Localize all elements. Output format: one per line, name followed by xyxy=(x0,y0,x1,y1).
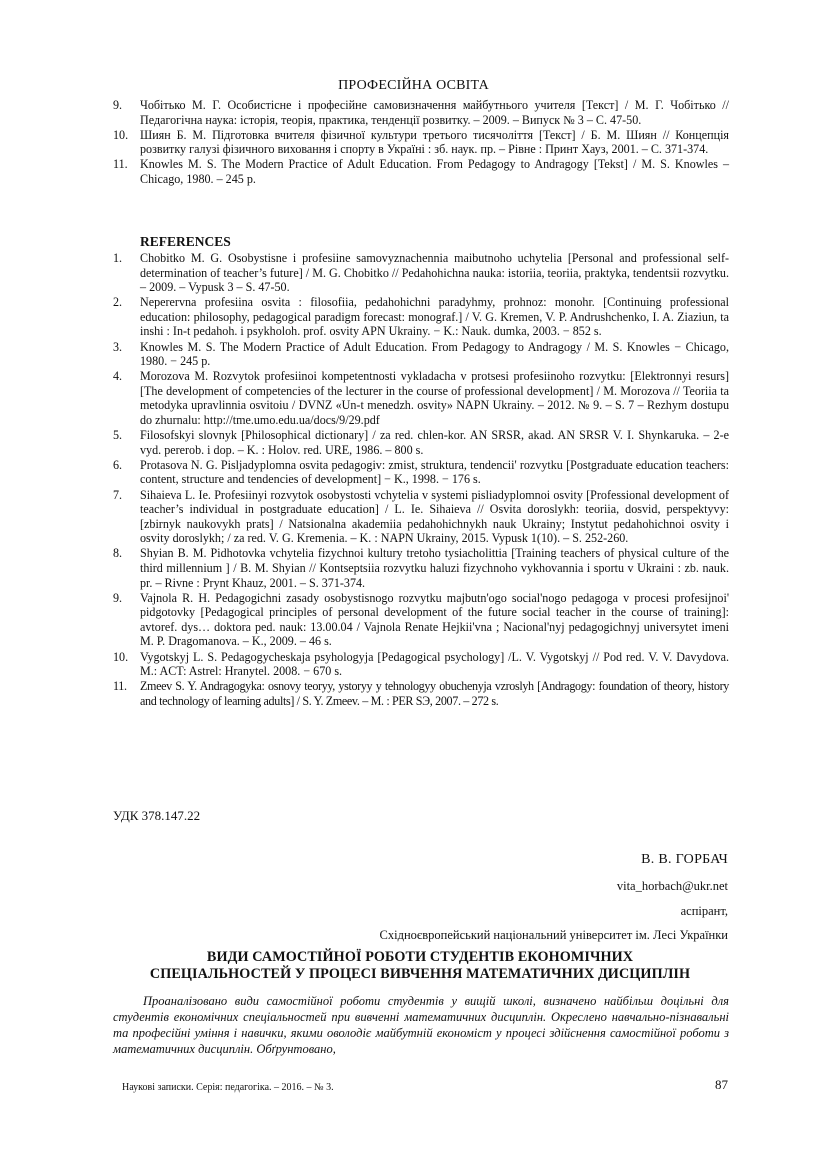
reference-item xyxy=(113,488,729,546)
reference-item xyxy=(113,591,729,649)
item-text: Knowles M. S. The Modern Practice of Adult Education. From Pedagogy to Andragogy / M. S. Knowles − Chicago, 1980. − 245 p. xyxy=(140,339,729,369)
udk-code: УДК 378.147.22 xyxy=(113,808,201,823)
item-number: 5. xyxy=(113,428,123,443)
item-text: Shyian B. M. Pidhotovka vchytelia fizychnoi kultury tretoho tysiacholittia [Training teachers of physical culture of the third millennium ] / B. M. Shyian // Kontseptsiia rozvytku haluzi fizychnoho vykhovannia i sportu v Ukraini : zb. nauk. pr. – Rivne : Prynt Khauz, 2001. – S. 371-374. xyxy=(140,546,729,590)
item-number: 11. xyxy=(113,157,128,172)
running-header: ПРОФЕСІЙНА ОСВІТА xyxy=(338,78,489,93)
item-number: 9. xyxy=(113,590,123,605)
item-text: Vygotskyj L. S. Pedagogycheskaja psyhologyja [Pedagogical psychology] /L. V. Vygotskyj // Pod red. V. V. Davydova. M.: ACT: Astrel: Hranytel. 2008. − 670 s. xyxy=(140,649,729,679)
reference-item xyxy=(113,458,729,487)
item-number: 6. xyxy=(113,457,123,472)
item-number: 9. xyxy=(113,98,123,112)
item-text: Шиян Б. М. Підготовка вчителя фізичної культури третього тисячоліття [Текст] / Б. М. Шиян // Концепція розвитку галузі фізичного виховання і спорту в Україні : зб. наук. пр. – Рівне : Принт Хауз, 2001. – С. 371-374. xyxy=(140,127,729,157)
item-number: 2. xyxy=(113,295,123,310)
author-name: В. В. ГОРБАЧ xyxy=(641,852,728,867)
reference-item xyxy=(113,546,729,590)
item-number: 4. xyxy=(113,369,123,384)
article-title xyxy=(90,949,750,983)
item-number: 7. xyxy=(113,487,123,502)
item-number: 10. xyxy=(113,649,129,664)
item-number: 8. xyxy=(113,546,123,561)
item-text: Vajnola R. H. Pedagogichni zasady osobystisnogo rozvytku majbutn'ogo social'nogo pedagoga v procesi profesijnoi' pidgotovky [Pedagogical principles of personal development of the future social teacher in the course of training]: avtoref. dys… doktora ped. nauk: 13.00.04 / Vajnola Renate Hejkii'vna ; Nacional'nyj pedagogichnyj universytet imeni M. P. Dragomanova. – K., 2009. – 46 s. xyxy=(140,590,729,649)
list-item xyxy=(113,128,729,157)
page-number: 87 xyxy=(715,1077,728,1092)
reference-item xyxy=(113,650,729,679)
item-number: 10. xyxy=(113,127,129,142)
item-text: Filosofskyi slovnyk [Philosophical dictionary] / za red. chlen-kor. AN SRSR, akad. AN SRSR V. I. Shynkaruka. – 2-e vyd. pererob. i dop. – K. : Holov. red. URE, 1986. – 800 s. xyxy=(140,428,729,457)
item-text: Чобітько М. Г. Особистісне і професійне самовизначення майбутнього учителя [Текст] / М. Г. Чобітько // Педагогічна наука: історія, теорія, практика, тенденції розвитку. – 2009. – Випуск № 3 – С. 47-50. xyxy=(140,98,729,127)
item-text: Sihaieva L. Ie. Profesiinyi rozvytok osobystosti vchytelia v systemi pisliadyplomnoi osvity [Professional development of teacher’s individual in postgraduate education] / L. Ie. Sihaieva // Osvita doroslykh: teoriia, dosvid, perspektyvy: [zbirnyk naukovykh prats] / Natsionalna akademiia pedahohichnykh nauk Ukrainy; Instytut pedahohichnoi osvity i osvity doroslykh; / za red. V. G. Kremenia. – K. : NAPN Ukrainy, 2015. Vypusk 1(10). – S. 252-260. xyxy=(140,487,729,546)
references-list xyxy=(113,251,729,709)
author-email: vita_horbach@ukr.net xyxy=(616,879,728,893)
reference-item xyxy=(113,428,729,457)
item-text: Zmeev S. Y. Andragogyka: osnovy teoryy, ystoryy y tehnologyy obuchenyja vzroslyh [Andragogy: foundation of theory, history and technology of learning adults] / S. Y. Zmeev. – M. : PER SЭ, 2007. – 272 s. xyxy=(140,679,729,708)
footer-journal: Наукові записки. Серія: педагогіка. – 2016. – № 3. xyxy=(122,1082,334,1093)
item-number: 1. xyxy=(113,251,123,265)
author-affiliation: Східноєвропейський національний університет ім. Лесі Українки xyxy=(379,928,728,942)
reference-item xyxy=(113,295,729,339)
article-title-line: СПЕЦІАЛЬНОСТЕЙ У ПРОЦЕСІ ВИВЧЕННЯ МАТЕМАТИЧНИХ ДИСЦИПЛІН xyxy=(149,966,691,982)
references-heading: REFERENCES xyxy=(140,234,231,249)
item-text: Morozova M. Rozvytok profesiinoi kompetentnosti vykladacha v protsesi profesiinoho rozvytku: [Elektronnyi resurs] [The development of competencies of the lecturer in the course of professional development] / M. Morozova // Teoriia ta metodyka upravlinnia osvitoiu / DVNZ «Un-t menedzh. osvity» NAPN Ukrainy. – 2012. № 9. – S. 7 – Rezhym dostupu do zhurnalu: http://tme.umo.edu.ua/docs/9/29.pdf xyxy=(140,369,729,428)
list-item xyxy=(113,157,729,186)
reference-item xyxy=(113,251,729,295)
item-text: Neperervna profesiina osvita : filosofiia, pedahohichni paradyhmy, prohnoz: monohr. [Continuing professional education: philosophy, pedagogical paradigm forecast: monograf.] / V. G. Kremen, V. P. Andrushchenko, I. A. Ziaziun, ta inshi : In-t pedahoh. i psykholoh. prof. osvity APN Ukrainy. − K.: Nauk. dumka, 2003. − 852 s. xyxy=(140,295,729,339)
reference-item xyxy=(113,369,729,427)
article-title-line: ВИДИ САМОСТІЙНОЇ РОБОТИ СТУДЕНТІВ ЕКОНОМІЧНИХ xyxy=(206,949,634,965)
author-position: аспірант, xyxy=(680,904,728,918)
item-number: 3. xyxy=(113,339,123,354)
previous-article-references xyxy=(113,98,729,187)
item-text: Chobitko M. G. Osobystisne i profesiine samovyznachennia maibutnoho uchytelia [Personal and professional self-determination of teacher’s future] / M. G. Chobitko // Pedahohichna nauka: istoriia, teoriia, praktyka, tendentsii rozvytku. – 2009. – Vypusk 3 – S. 47-50. xyxy=(140,251,729,295)
article-abstract: Проаналізовано види самостійної роботи студентів у вищій школі, визначено найбільш доцільні для студентів економічних спеціальностей при вивченні математичних дисциплін. Окреслено навчально-пізнавальні та професійні уміння і навички, якими оволодіє майбутній економіст у процесі здійснення самостійної роботи з математичних дисциплін. Обґрунтовано, xyxy=(113,994,729,1056)
reference-item xyxy=(113,340,729,369)
item-text: Protasova N. G. Pisljadyplomna osvita pedagogiv: zmist, struktura, tendencii' rozvytku [Postgraduate education teachers: content, structure and tendencies of development] − K., 1998. − 176 s. xyxy=(140,457,729,487)
item-number: 11. xyxy=(113,679,127,694)
list-item xyxy=(113,98,729,127)
item-text: Knowles M. S. The Modern Practice of Adult Education. From Pedagogy to Andragogy [Tekst] / M. S. Knowles – Chicago, 1980. – 245 p. xyxy=(140,157,729,186)
reference-item xyxy=(113,679,729,708)
